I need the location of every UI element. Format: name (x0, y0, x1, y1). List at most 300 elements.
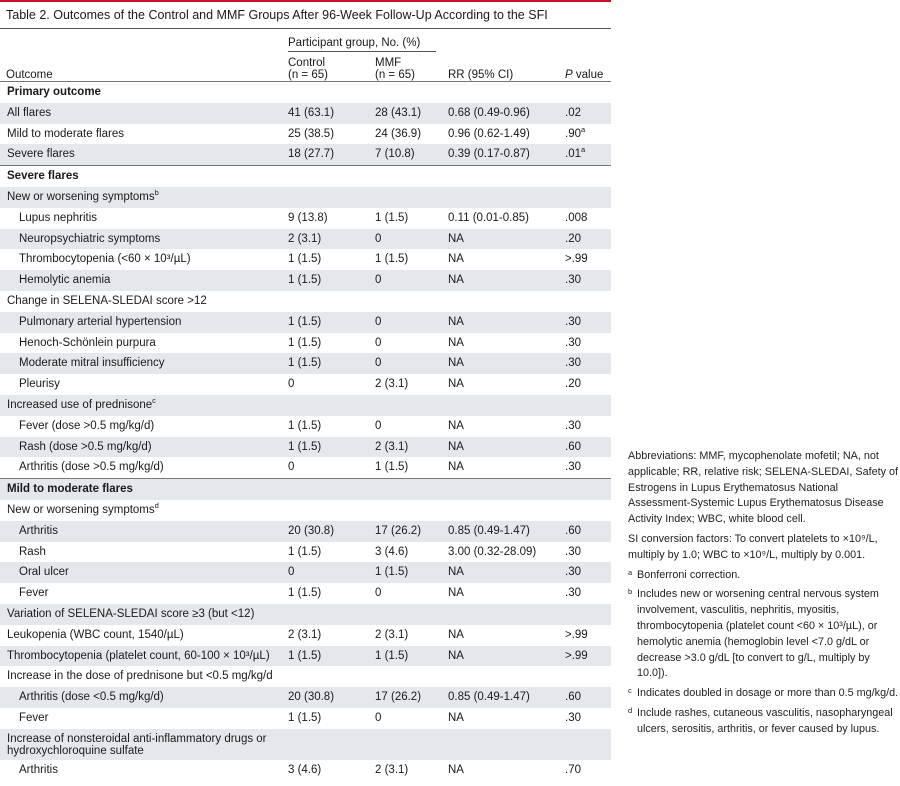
mmf-value (375, 457, 408, 478)
rr-value (448, 521, 530, 542)
section-row (0, 478, 611, 500)
header-control (288, 57, 328, 81)
rr-value-text: NA (448, 315, 464, 328)
section-row (0, 82, 611, 103)
control-value (288, 353, 321, 374)
outcome-label (7, 395, 156, 416)
outcome-label (19, 229, 160, 250)
outcome-label-text: New or worsening symptoms (7, 190, 155, 203)
mmf-value-text: 0 (375, 232, 382, 245)
outcome-label-text: Neuropsychiatric symptoms (19, 232, 161, 245)
p-value (565, 270, 581, 291)
header-group-rule (288, 51, 436, 52)
table-row (0, 604, 611, 625)
p-value-text: .008 (565, 211, 588, 224)
mmf-value-text: 0 (375, 711, 382, 724)
control-value-text: 0 (288, 566, 295, 579)
p-value-text: .60 (565, 440, 581, 453)
p-value (565, 437, 581, 458)
outcome-label (19, 374, 60, 395)
outcome-label-text: Thrombocytopenia (platelet count, 60-100 × 10³/µL) (7, 649, 270, 662)
outcome-label-text: Arthritis (dose <0.5 mg/kg/d) (19, 691, 164, 704)
mmf-value (375, 124, 421, 145)
rr-value (448, 542, 536, 563)
table-row (0, 229, 611, 250)
table-row (0, 103, 611, 124)
rr-value-text: 0.96 (0.62-1.49) (448, 127, 530, 140)
mmf-value (375, 625, 408, 646)
outcome-label (7, 82, 101, 103)
outcome-label-text: Arthritis (dose >0.5 mg/kg/d) (19, 461, 164, 474)
outcome-label (19, 270, 110, 291)
rr-value (448, 124, 530, 145)
control-value-text: 1 (1.5) (288, 649, 322, 662)
control-value-text: 1 (1.5) (288, 419, 322, 432)
rr-value (448, 249, 464, 270)
outcome-label (19, 208, 97, 229)
p-value-text: .90 (565, 127, 581, 140)
rr-value (448, 229, 464, 250)
control-value-text: 1 (1.5) (288, 253, 322, 266)
p-value (565, 249, 588, 270)
control-value (288, 312, 321, 333)
header-control-n: (n = 65) (288, 69, 328, 81)
rr-value (448, 646, 464, 667)
outcome-label (19, 416, 154, 437)
footnote-mark: b (628, 587, 633, 597)
control-value-text: 20 (30.8) (288, 524, 335, 537)
control-value-text: 25 (38.5) (288, 127, 335, 140)
mmf-value (375, 144, 415, 165)
p-value (565, 687, 581, 708)
mmf-value-text: 1 (1.5) (375, 649, 409, 662)
table-row (0, 542, 611, 563)
rr-value (448, 208, 529, 229)
p-value-text: .30 (565, 566, 581, 579)
table-row (0, 760, 611, 781)
mmf-value-text: 1 (1.5) (375, 253, 409, 266)
p-value (565, 333, 581, 354)
outcome-label (19, 708, 48, 729)
mmf-value (375, 760, 408, 781)
outcome-label-text: Lupus nephritis (19, 211, 97, 224)
footnotes (628, 568, 900, 738)
p-value (565, 521, 581, 542)
p-value-text: .30 (565, 587, 581, 600)
outcome-label (7, 124, 124, 145)
outcome-label-text: Leukopenia (WBC count, 1540/µL) (7, 628, 184, 641)
p-value (565, 646, 588, 667)
outcome-label (7, 733, 277, 757)
abbreviations-note: Abbreviations: MMF, mycophenolate mofetil; NA, not applicable; RR, relative risk; SELENA-SLEDAI, Safety of Estrogens in Lupus Erythematosus National Assessment-Systemic Lupus Erythematosus Disease Activity Index; WBC, white blood cell. (628, 450, 899, 526)
rr-value-text: 0.85 (0.49-1.47) (448, 691, 530, 704)
control-value (288, 270, 321, 291)
rr-value (448, 374, 464, 395)
rr-value-text: 3.00 (0.32-28.09) (448, 545, 537, 558)
table-row (0, 353, 611, 374)
p-value-text: .30 (565, 711, 581, 724)
footnote-mark: a (628, 567, 633, 577)
rr-value-text: NA (448, 587, 464, 600)
p-value-text: .70 (565, 763, 581, 776)
rr-value-text: NA (448, 357, 464, 370)
table-row (0, 729, 611, 760)
header-outcome: Outcome (6, 69, 53, 81)
header-participant-group: Participant group, No. (%) (288, 37, 421, 49)
mmf-value (375, 312, 381, 333)
rr-value-text: NA (448, 711, 464, 724)
footnote-marker: a (581, 145, 586, 155)
outcome-label (7, 625, 184, 646)
rr-value (448, 760, 464, 781)
outcome-label-text: Rash (19, 545, 46, 558)
control-value (288, 542, 321, 563)
rr-value-text: NA (448, 461, 464, 474)
mmf-value-text: 1 (1.5) (375, 211, 409, 224)
outcome-label (7, 479, 133, 500)
rr-value-text: NA (448, 378, 464, 391)
control-value (288, 760, 321, 781)
table-row (0, 208, 611, 229)
p-value-text: .30 (565, 419, 581, 432)
p-value (565, 124, 585, 145)
table-row (0, 124, 611, 145)
mmf-value-text: 2 (3.1) (375, 378, 409, 391)
control-value-text: 1 (1.5) (288, 545, 322, 558)
rr-value-text: NA (448, 628, 464, 641)
p-value-text: .30 (565, 461, 581, 474)
rr-value (448, 144, 530, 165)
table-row (0, 646, 611, 667)
mmf-value (375, 270, 381, 291)
outcome-label (7, 291, 207, 312)
rr-value-text: 0.11 (0.01-0.85) (448, 211, 529, 224)
table-row (0, 249, 611, 270)
mmf-value (375, 333, 381, 354)
header-rr: RR (95% CI) (448, 69, 514, 81)
outcome-label (19, 353, 165, 374)
outcome-label-text: Increase of nonsteroidal anti-inflammatory drugs or hydroxychloroquine sulfate (7, 732, 267, 757)
control-value-text: 0 (288, 461, 295, 474)
table-row (0, 521, 611, 542)
outcome-label (19, 687, 164, 708)
outcome-label-text: Fever (19, 587, 49, 600)
control-value (288, 416, 321, 437)
mmf-value (375, 521, 421, 542)
mmf-value (375, 708, 381, 729)
rr-value (448, 270, 464, 291)
rr-value-text: 0.85 (0.49-1.47) (448, 524, 530, 537)
mmf-value-text: 0 (375, 274, 382, 287)
outcome-label-text: Mild to moderate flares (7, 127, 124, 140)
p-value (565, 760, 581, 781)
rr-value-text: NA (448, 440, 464, 453)
outcome-label (19, 521, 58, 542)
mmf-value-text: 24 (36.9) (375, 127, 422, 140)
p-value-text: .01 (565, 148, 581, 161)
control-value-text: 1 (1.5) (288, 587, 322, 600)
table-caption: Table 2. Outcomes of the Control and MMF Groups After 96-Week Follow-Up According to the SFI (0, 2, 611, 29)
outcome-label (19, 333, 156, 354)
mmf-value-text: 0 (375, 315, 382, 328)
table-row (0, 437, 611, 458)
p-value-text: .30 (565, 545, 581, 558)
outcome-label (7, 666, 273, 687)
control-value (288, 457, 294, 478)
table-row (0, 312, 611, 333)
table-row (0, 270, 611, 291)
p-value (565, 625, 588, 646)
mmf-value-text: 0 (375, 357, 382, 370)
outcome-label-text: Moderate mitral insufficiency (19, 357, 165, 370)
mmf-value-text: 28 (43.1) (375, 106, 422, 119)
mmf-value (375, 103, 421, 124)
p-value-text: .30 (565, 315, 581, 328)
mmf-value (375, 229, 381, 250)
mmf-value-text: 3 (4.6) (375, 545, 409, 558)
mmf-value-text: 7 (10.8) (375, 148, 415, 161)
rr-value-text: NA (448, 649, 464, 662)
footnote-text: Indicates doubled in dosage or more than 0.5 mg/kg/d. (637, 687, 899, 700)
mmf-value (375, 583, 381, 604)
mmf-value (375, 687, 421, 708)
p-value (565, 542, 581, 563)
outcome-label (7, 646, 270, 667)
rr-value-text: NA (448, 253, 464, 266)
header-mmf (375, 57, 415, 81)
rr-value-text: NA (448, 336, 464, 349)
p-value (565, 103, 581, 124)
mmf-value (375, 208, 408, 229)
outcome-label-text: Pleurisy (19, 378, 60, 391)
mmf-value (375, 542, 408, 563)
control-value (288, 144, 334, 165)
control-value-text: 3 (4.6) (288, 763, 322, 776)
control-value-text: 1 (1.5) (288, 357, 322, 370)
p-value (565, 312, 581, 333)
outcome-label-text: Increase in the dose of prednisone but <0.5 mg/kg/d (7, 670, 273, 683)
outcome-label (7, 187, 159, 208)
header-p-rest: value (572, 69, 604, 81)
outcome-label-text: Hemolytic anemia (19, 274, 111, 287)
rr-value (448, 312, 464, 333)
table-row (0, 291, 611, 312)
outcome-label (19, 542, 46, 563)
table-row (0, 374, 611, 395)
table-row (0, 457, 611, 478)
mmf-value-text: 1 (1.5) (375, 461, 409, 474)
p-value (565, 353, 581, 374)
control-value-text: 9 (13.8) (288, 211, 328, 224)
outcome-label-text: Rash (dose >0.5 mg/kg/d) (19, 440, 152, 453)
outcome-label-text: Arthritis (19, 524, 58, 537)
mmf-value (375, 374, 408, 395)
si-conversion-note: SI conversion factors: To convert platelets to ×10⁹/L, multiply by 1.0; WBC to ×10⁹/L, multiply by 0.001. (628, 532, 878, 561)
control-value (288, 437, 321, 458)
p-value (565, 583, 581, 604)
rr-value (448, 333, 464, 354)
table-header (0, 29, 611, 82)
table-row (0, 416, 611, 437)
outcome-label-text: Fever (19, 711, 49, 724)
table-row (0, 187, 611, 208)
outcome-label-text: Fever (dose >0.5 mg/kg/d) (19, 419, 155, 432)
outcome-label (19, 249, 191, 270)
rr-value (448, 687, 530, 708)
mmf-value-text: 0 (375, 419, 382, 432)
table-row (0, 625, 611, 646)
control-value (288, 687, 334, 708)
rr-value (448, 416, 464, 437)
outcome-label (7, 144, 75, 165)
control-value-text: 1 (1.5) (288, 274, 322, 287)
control-value-text: 2 (3.1) (288, 628, 322, 641)
footnote-text: Include rashes, cutaneous vasculitis, nasopharyngeal ulcers, serositis, arthritis, or fever caused by lupus. (637, 706, 893, 735)
table-row (0, 583, 611, 604)
p-value (565, 208, 587, 229)
outcome-label (7, 604, 254, 625)
p-value-text: >.99 (565, 628, 588, 641)
footnote-marker: a (581, 124, 586, 134)
outcome-label-text: Primary outcome (7, 86, 101, 98)
outcome-label-text: Variation of SELENA-SLEDAI score ≥3 (but <12) (7, 607, 255, 620)
outcome-label (7, 103, 51, 124)
p-value-text: .30 (565, 274, 581, 287)
mmf-value-text: 2 (3.1) (375, 628, 409, 641)
control-value-text: 41 (63.1) (288, 106, 335, 119)
p-value (565, 562, 581, 583)
outcome-label (19, 562, 69, 583)
rr-value-text: NA (448, 232, 464, 245)
rr-value-text: NA (448, 763, 464, 776)
outcome-label (19, 312, 181, 333)
outcome-label (7, 166, 79, 187)
control-value-text: 18 (27.7) (288, 148, 335, 161)
mmf-value-text: 1 (1.5) (375, 566, 409, 579)
p-value (565, 374, 581, 395)
table-row (0, 333, 611, 354)
p-value (565, 416, 581, 437)
p-value-text: .30 (565, 357, 581, 370)
mmf-value (375, 437, 408, 458)
outcome-label-text: Increased use of prednisone (7, 398, 153, 411)
header-mmf-n: (n = 65) (375, 69, 415, 81)
table-row (0, 500, 611, 521)
rr-value (448, 437, 464, 458)
table-row (0, 144, 611, 165)
outcome-label (19, 457, 164, 478)
control-value-text: 1 (1.5) (288, 315, 322, 328)
p-value (565, 708, 581, 729)
control-value (288, 625, 321, 646)
rr-value (448, 457, 464, 478)
mmf-value (375, 249, 408, 270)
control-value (288, 124, 334, 145)
table-row (0, 562, 611, 583)
control-value (288, 708, 321, 729)
control-value (288, 646, 321, 667)
footnote-marker: b (154, 188, 159, 198)
mmf-value (375, 353, 381, 374)
control-value (288, 208, 328, 229)
outcome-label (19, 437, 152, 458)
p-value-text: .02 (565, 106, 581, 119)
rr-value (448, 562, 464, 583)
outcome-label (7, 500, 159, 521)
outcome-label-text: Pulmonary arterial hypertension (19, 315, 182, 328)
control-value (288, 562, 294, 583)
p-value-text: .60 (565, 691, 581, 704)
mmf-value (375, 646, 408, 667)
p-value-text: .60 (565, 524, 581, 537)
mmf-value-text: 0 (375, 587, 382, 600)
outcome-label-text: Change in SELENA-SLEDAI score >12 (7, 294, 207, 307)
p-value-text: .20 (565, 378, 581, 391)
header-control-label: Control (288, 57, 326, 69)
footnote-text: Includes new or worsening central nervous system involvement, vasculitis, nephritis, myositis, thrombocytopenia (platelet count <60 × 10³/µL), or hemolytic anemia (hemoglobin level <7.0 g/dL or decrease >3.0 g/dL [to convert to g/L, multiply by 10.0]). (637, 588, 879, 680)
p-value-text: >.99 (565, 253, 588, 266)
mmf-value-text: 0 (375, 336, 382, 349)
rr-value (448, 583, 464, 604)
table-row (0, 666, 611, 687)
mmf-value (375, 562, 408, 583)
outcome-label (19, 583, 48, 604)
footnote-marker: c (152, 396, 156, 406)
p-value-text: .30 (565, 336, 581, 349)
mmf-value (375, 416, 381, 437)
control-value-text: 2 (3.1) (288, 232, 322, 245)
p-value (565, 229, 581, 250)
table-row (0, 687, 611, 708)
rr-value-text: 0.68 (0.49-0.96) (448, 106, 530, 119)
table-row (0, 395, 611, 416)
outcome-label-text: All flares (7, 106, 52, 119)
rr-value (448, 708, 464, 729)
rr-value-text: 0.39 (0.17-0.87) (448, 148, 530, 161)
control-value (288, 333, 321, 354)
rr-value-text: NA (448, 419, 464, 432)
p-value-text: >.99 (565, 649, 588, 662)
footnote-mark: d (628, 705, 633, 715)
mmf-value-text: 17 (26.2) (375, 691, 422, 704)
rr-value (448, 625, 464, 646)
outcome-label-text: Henoch-Schönlein purpura (19, 336, 156, 349)
control-value (288, 374, 294, 395)
rr-value-text: NA (448, 274, 464, 287)
header-p-value (565, 69, 603, 81)
control-value-text: 1 (1.5) (288, 711, 322, 724)
rr-value (448, 353, 464, 374)
footnote-text: Bonferroni correction. (637, 568, 741, 581)
p-value-text: .20 (565, 232, 581, 245)
control-value (288, 249, 321, 270)
header-p-italic: P (565, 69, 573, 81)
control-value (288, 521, 334, 542)
control-value-text: 1 (1.5) (288, 336, 322, 349)
control-value (288, 103, 334, 124)
mmf-value-text: 2 (3.1) (375, 440, 409, 453)
footnote (628, 706, 900, 738)
outcome-label-text: Severe flares (7, 148, 75, 161)
outcome-label-text: Thrombocytopenia (<60 × 10³/µL) (19, 253, 191, 266)
rr-value (448, 103, 530, 124)
p-value (565, 144, 585, 165)
rr-value-text: NA (448, 566, 464, 579)
p-value (565, 457, 581, 478)
outcome-label (19, 760, 58, 781)
table-notes (628, 449, 900, 742)
mmf-value-text: 2 (3.1) (375, 763, 409, 776)
